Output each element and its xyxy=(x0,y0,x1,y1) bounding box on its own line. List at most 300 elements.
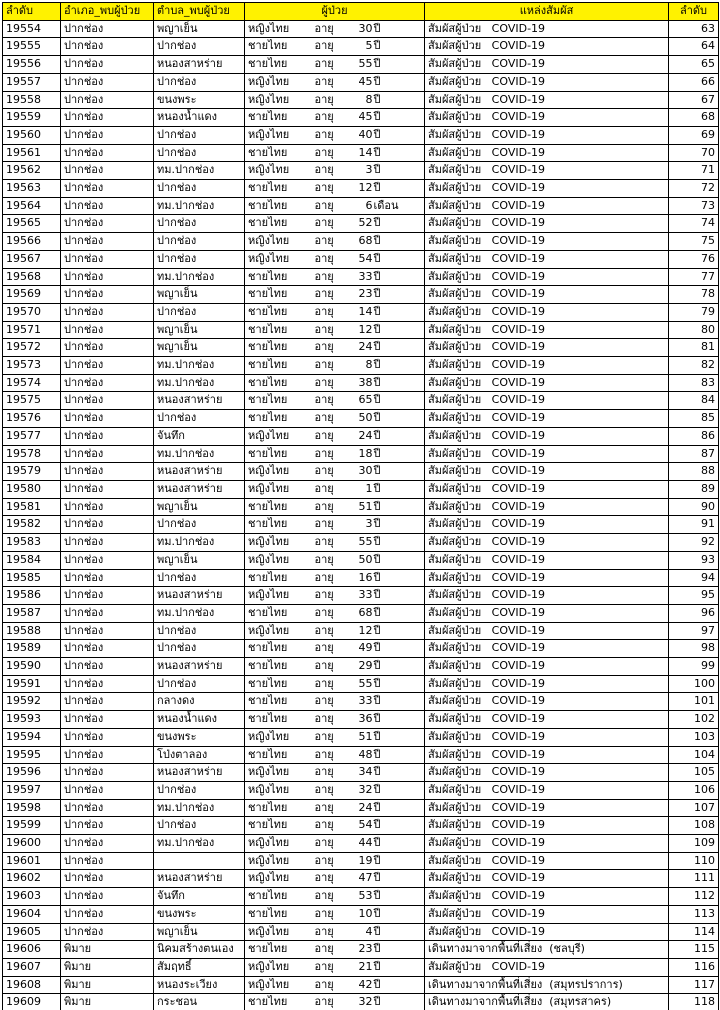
sex-nationality-cell: ชายไทย xyxy=(245,941,315,959)
sequence-cell: 80 xyxy=(669,321,719,339)
exposure-source-cell: สัมผัสผู้ป่วย COVID-19 xyxy=(425,764,669,782)
exposure-source-cell: สัมผัสผู้ป่วย COVID-19 xyxy=(425,445,669,463)
exposure-source-cell: สัมผัสผู้ป่วย COVID-19 xyxy=(425,73,669,91)
header-source: แหล่งสัมผัส xyxy=(425,3,669,21)
age-value: 12 xyxy=(358,623,373,637)
table-row xyxy=(3,604,719,622)
case-id-cell: 19602 xyxy=(3,870,61,888)
age-label: อายุ xyxy=(314,517,334,531)
sex-nationality-cell: หญิงไทย xyxy=(245,126,315,144)
subdistrict-cell: ปากช่อง xyxy=(154,410,245,428)
district-cell: ปากช่อง xyxy=(61,392,154,410)
sequence-cell: 68 xyxy=(669,109,719,127)
sex-nationality-cell: หญิงไทย xyxy=(245,587,315,605)
age-value: 10 xyxy=(358,906,373,920)
subdistrict-cell: พญาเย็น xyxy=(154,339,245,357)
age-cell xyxy=(315,286,373,304)
age-label: อายุ xyxy=(314,942,334,956)
age-unit-cell: ปี xyxy=(373,286,425,304)
district-cell: ปากช่อง xyxy=(61,38,154,56)
age-unit-cell: ปี xyxy=(373,480,425,498)
age-value: 32 xyxy=(358,995,373,1009)
age-label: อายุ xyxy=(314,818,334,832)
exposure-source-cell: สัมผัสผู้ป่วย COVID-19 xyxy=(425,463,669,481)
sex-nationality-cell: หญิงไทย xyxy=(245,162,315,180)
age-label: อายุ xyxy=(314,570,334,584)
age-cell xyxy=(315,781,373,799)
age-value: 45 xyxy=(358,74,373,88)
district-cell: ปากช่อง xyxy=(61,799,154,817)
age-cell xyxy=(315,197,373,215)
age-unit-cell: ปี xyxy=(373,392,425,410)
age-cell xyxy=(315,215,373,233)
subdistrict-cell: ขนงพระ xyxy=(154,905,245,923)
age-value: 48 xyxy=(358,747,373,761)
age-unit-cell: ปี xyxy=(373,162,425,180)
case-id-cell: 19605 xyxy=(3,923,61,941)
age-unit-cell: ปี xyxy=(373,180,425,198)
age-cell xyxy=(315,109,373,127)
sequence-cell: 93 xyxy=(669,551,719,569)
age-cell xyxy=(315,20,373,38)
age-value: 24 xyxy=(358,428,373,442)
table-row xyxy=(3,445,719,463)
subdistrict-cell: ปากช่อง xyxy=(154,781,245,799)
sequence-cell: 69 xyxy=(669,126,719,144)
age-cell xyxy=(315,463,373,481)
age-unit-cell: ปี xyxy=(373,852,425,870)
district-cell: ปากช่อง xyxy=(61,534,154,552)
age-value: 14 xyxy=(358,145,373,159)
subdistrict-cell: หนองสาหร่าย xyxy=(154,764,245,782)
subdistrict-cell: ทม.ปากช่อง xyxy=(154,357,245,375)
sex-nationality-cell: ชายไทย xyxy=(245,905,315,923)
age-cell xyxy=(315,604,373,622)
subdistrict-cell: ขนงพระ xyxy=(154,91,245,109)
sequence-cell: 115 xyxy=(669,941,719,959)
sequence-cell: 107 xyxy=(669,799,719,817)
sex-nationality-cell: ชายไทย xyxy=(245,339,315,357)
age-value: 51 xyxy=(358,729,373,743)
sex-nationality-cell: ชายไทย xyxy=(245,215,315,233)
subdistrict-cell: ทม.ปากช่อง xyxy=(154,197,245,215)
district-cell: ปากช่อง xyxy=(61,339,154,357)
sex-nationality-cell: ชายไทย xyxy=(245,604,315,622)
subdistrict-cell: ปากช่อง xyxy=(154,516,245,534)
sequence-cell: 77 xyxy=(669,268,719,286)
sequence-cell: 99 xyxy=(669,658,719,676)
district-cell: ปากช่อง xyxy=(61,144,154,162)
subdistrict-cell: ปากช่อง xyxy=(154,817,245,835)
case-id-cell: 19565 xyxy=(3,215,61,233)
age-label: อายุ xyxy=(314,216,334,230)
subdistrict-cell: กระชอน xyxy=(154,994,245,1010)
sequence-cell: 112 xyxy=(669,888,719,906)
exposure-source-cell: สัมผัสผู้ป่วย COVID-19 xyxy=(425,357,669,375)
table-row xyxy=(3,941,719,959)
exposure-source-cell: สัมผัสผู้ป่วย COVID-19 xyxy=(425,180,669,198)
table-row xyxy=(3,73,719,91)
age-unit-cell: ปี xyxy=(373,551,425,569)
sequence-cell: 82 xyxy=(669,357,719,375)
sequence-cell: 74 xyxy=(669,215,719,233)
subdistrict-cell: พญาเย็น xyxy=(154,498,245,516)
age-label: อายุ xyxy=(314,163,334,177)
sequence-cell: 98 xyxy=(669,640,719,658)
sex-nationality-cell: ชายไทย xyxy=(245,711,315,729)
age-label: อายุ xyxy=(314,871,334,885)
age-unit-cell: ปี xyxy=(373,994,425,1010)
age-value: 4 xyxy=(365,924,373,938)
age-label: อายุ xyxy=(314,712,334,726)
sequence-cell: 113 xyxy=(669,905,719,923)
age-value: 34 xyxy=(358,765,373,779)
subdistrict-cell: ปากช่อง xyxy=(154,250,245,268)
sex-nationality-cell: หญิงไทย xyxy=(245,781,315,799)
age-cell xyxy=(315,693,373,711)
sequence-cell: 89 xyxy=(669,480,719,498)
district-cell: พิมาย xyxy=(61,941,154,959)
age-label: อายุ xyxy=(314,605,334,619)
subdistrict-cell: ปากช่อง xyxy=(154,675,245,693)
age-label: อายุ xyxy=(314,623,334,637)
case-id-cell: 19593 xyxy=(3,711,61,729)
sequence-cell: 73 xyxy=(669,197,719,215)
district-cell: ปากช่อง xyxy=(61,357,154,375)
subdistrict-cell: หนองสาหร่าย xyxy=(154,870,245,888)
sex-nationality-cell: หญิงไทย xyxy=(245,20,315,38)
header-subdistrict: ตำบล_พบผู้ป่วย xyxy=(154,3,245,21)
age-value: 33 xyxy=(358,269,373,283)
sequence-cell: 116 xyxy=(669,958,719,976)
age-unit-cell: ปี xyxy=(373,587,425,605)
age-value: 5 xyxy=(365,39,373,53)
age-cell xyxy=(315,658,373,676)
sex-nationality-cell: หญิงไทย xyxy=(245,91,315,109)
sequence-cell: 86 xyxy=(669,427,719,445)
age-label: อายุ xyxy=(314,464,334,478)
exposure-source-cell: สัมผัสผู้ป่วย COVID-19 xyxy=(425,427,669,445)
age-cell xyxy=(315,534,373,552)
age-cell xyxy=(315,233,373,251)
exposure-source-cell: สัมผัสผู้ป่วย COVID-19 xyxy=(425,622,669,640)
sex-nationality-cell: หญิงไทย xyxy=(245,480,315,498)
exposure-source-cell: สัมผัสผู้ป่วย COVID-19 xyxy=(425,374,669,392)
subdistrict-cell: ปากช่อง xyxy=(154,144,245,162)
table-row xyxy=(3,374,719,392)
sequence-cell: 88 xyxy=(669,463,719,481)
sequence-cell: 118 xyxy=(669,994,719,1010)
age-value: 68 xyxy=(358,605,373,619)
table-row xyxy=(3,764,719,782)
table-row xyxy=(3,835,719,853)
exposure-source-cell: สัมผัสผู้ป่วย COVID-19 xyxy=(425,233,669,251)
age-unit-cell: ปี xyxy=(373,622,425,640)
case-id-cell: 19600 xyxy=(3,835,61,853)
sex-nationality-cell: ชายไทย xyxy=(245,286,315,304)
table-row xyxy=(3,392,719,410)
case-id-cell: 19589 xyxy=(3,640,61,658)
district-cell: ปากช่อง xyxy=(61,91,154,109)
case-id-cell: 19572 xyxy=(3,339,61,357)
age-label: อายุ xyxy=(314,375,334,389)
age-label: อายุ xyxy=(314,889,334,903)
subdistrict-cell: ทม.ปากช่อง xyxy=(154,162,245,180)
exposure-source-cell: สัมผัสผู้ป่วย COVID-19 xyxy=(425,516,669,534)
age-label: อายุ xyxy=(314,446,334,460)
age-label: อายุ xyxy=(314,181,334,195)
sequence-cell: 87 xyxy=(669,445,719,463)
sex-nationality-cell: ชายไทย xyxy=(245,180,315,198)
sex-nationality-cell: ชายไทย xyxy=(245,144,315,162)
sex-nationality-cell: ชายไทย xyxy=(245,410,315,428)
exposure-source-cell: สัมผัสผู้ป่วย COVID-19 xyxy=(425,640,669,658)
sequence-cell: 65 xyxy=(669,56,719,74)
case-id-cell: 19596 xyxy=(3,764,61,782)
district-cell: ปากช่อง xyxy=(61,569,154,587)
subdistrict-cell: พญาเย็น xyxy=(154,551,245,569)
case-id-cell: 19582 xyxy=(3,516,61,534)
sex-nationality-cell: ชายไทย xyxy=(245,197,315,215)
age-unit-cell: ปี xyxy=(373,604,425,622)
table-header-row xyxy=(3,3,719,21)
exposure-source-cell: สัมผัสผู้ป่วย COVID-19 xyxy=(425,286,669,304)
sequence-cell: 109 xyxy=(669,835,719,853)
age-unit-cell: ปี xyxy=(373,534,425,552)
district-cell: ปากช่อง xyxy=(61,197,154,215)
sequence-cell: 79 xyxy=(669,303,719,321)
age-cell xyxy=(315,516,373,534)
sequence-cell: 108 xyxy=(669,817,719,835)
age-label: อายุ xyxy=(314,304,334,318)
age-value: 40 xyxy=(358,127,373,141)
age-label: อายุ xyxy=(314,641,334,655)
age-value: 65 xyxy=(358,393,373,407)
exposure-source-cell: สัมผัสผู้ป่วย COVID-19 xyxy=(425,551,669,569)
district-cell: ปากช่อง xyxy=(61,480,154,498)
table-row xyxy=(3,976,719,994)
exposure-source-cell: สัมผัสผู้ป่วย COVID-19 xyxy=(425,534,669,552)
age-unit-cell: ปี xyxy=(373,976,425,994)
sequence-cell: 85 xyxy=(669,410,719,428)
case-id-cell: 19559 xyxy=(3,109,61,127)
case-id-cell: 19608 xyxy=(3,976,61,994)
case-id-cell: 19597 xyxy=(3,781,61,799)
district-cell: ปากช่อง xyxy=(61,374,154,392)
age-unit-cell: ปี xyxy=(373,20,425,38)
case-id-cell: 19557 xyxy=(3,73,61,91)
sex-nationality-cell: หญิงไทย xyxy=(245,870,315,888)
exposure-source-cell: สัมผัสผู้ป่วย COVID-19 xyxy=(425,835,669,853)
age-unit-cell: ปี xyxy=(373,569,425,587)
age-cell xyxy=(315,73,373,91)
sequence-cell: 91 xyxy=(669,516,719,534)
exposure-source-cell: สัมผัสผู้ป่วย COVID-19 xyxy=(425,746,669,764)
exposure-source-cell: สัมผัสผู้ป่วย COVID-19 xyxy=(425,498,669,516)
table-row xyxy=(3,180,719,198)
district-cell: ปากช่อง xyxy=(61,427,154,445)
age-label: อายุ xyxy=(314,765,334,779)
subdistrict-cell: ปากช่อง xyxy=(154,233,245,251)
age-unit-cell: ปี xyxy=(373,427,425,445)
case-id-cell: 19576 xyxy=(3,410,61,428)
age-cell xyxy=(315,427,373,445)
age-unit-cell: เดือน xyxy=(373,197,425,215)
case-id-cell: 19558 xyxy=(3,91,61,109)
age-unit-cell: ปี xyxy=(373,658,425,676)
age-cell xyxy=(315,392,373,410)
age-unit-cell: ปี xyxy=(373,941,425,959)
district-cell: ปากช่อง xyxy=(61,109,154,127)
age-value: 30 xyxy=(358,21,373,35)
age-cell xyxy=(315,56,373,74)
district-cell: ปากช่อง xyxy=(61,817,154,835)
age-value: 47 xyxy=(358,871,373,885)
table-row xyxy=(3,817,719,835)
age-unit-cell: ปี xyxy=(373,693,425,711)
age-value: 42 xyxy=(358,977,373,991)
sex-nationality-cell: ชายไทย xyxy=(245,888,315,906)
age-cell xyxy=(315,764,373,782)
age-unit-cell: ปี xyxy=(373,126,425,144)
table-row xyxy=(3,923,719,941)
sequence-cell: 104 xyxy=(669,746,719,764)
age-unit-cell: ปี xyxy=(373,321,425,339)
case-id-cell: 19578 xyxy=(3,445,61,463)
district-cell: ปากช่อง xyxy=(61,20,154,38)
district-cell: ปากช่อง xyxy=(61,675,154,693)
age-label: อายุ xyxy=(314,358,334,372)
sequence-cell: 90 xyxy=(669,498,719,516)
exposure-source-cell: สัมผัสผู้ป่วย COVID-19 xyxy=(425,56,669,74)
table-row xyxy=(3,693,719,711)
sex-nationality-cell: ชายไทย xyxy=(245,799,315,817)
exposure-source-cell: สัมผัสผู้ป่วย COVID-19 xyxy=(425,852,669,870)
table-row xyxy=(3,658,719,676)
subdistrict-cell: ทม.ปากช่อง xyxy=(154,268,245,286)
age-label: อายุ xyxy=(314,269,334,283)
district-cell: ปากช่อง xyxy=(61,498,154,516)
sex-nationality-cell: ชายไทย xyxy=(245,56,315,74)
exposure-source-cell: สัมผัสผู้ป่วย COVID-19 xyxy=(425,587,669,605)
sex-nationality-cell: หญิงไทย xyxy=(245,622,315,640)
sex-nationality-cell: ชายไทย xyxy=(245,303,315,321)
age-value: 45 xyxy=(358,110,373,124)
district-cell: ปากช่อง xyxy=(61,233,154,251)
age-cell xyxy=(315,480,373,498)
case-id-cell: 19567 xyxy=(3,250,61,268)
age-label: อายุ xyxy=(314,127,334,141)
sequence-cell: 100 xyxy=(669,675,719,693)
exposure-source-cell: สัมผัสผู้ป่วย COVID-19 xyxy=(425,888,669,906)
age-cell xyxy=(315,180,373,198)
district-cell: ปากช่อง xyxy=(61,303,154,321)
district-cell: พิมาย xyxy=(61,958,154,976)
district-cell: ปากช่อง xyxy=(61,658,154,676)
subdistrict-cell: หนองสาหร่าย xyxy=(154,480,245,498)
age-unit-cell: ปี xyxy=(373,711,425,729)
exposure-source-cell: สัมผัสผู้ป่วย COVID-19 xyxy=(425,109,669,127)
case-id-cell: 19588 xyxy=(3,622,61,640)
age-unit-cell: ปี xyxy=(373,728,425,746)
table-row xyxy=(3,746,719,764)
age-value: 21 xyxy=(358,959,373,973)
exposure-source-cell: สัมผัสผู้ป่วย COVID-19 xyxy=(425,38,669,56)
age-value: 24 xyxy=(358,800,373,814)
age-unit-cell: ปี xyxy=(373,215,425,233)
exposure-source-cell: สัมผัสผู้ป่วย COVID-19 xyxy=(425,303,669,321)
case-id-cell: 19583 xyxy=(3,534,61,552)
age-cell xyxy=(315,799,373,817)
age-value: 52 xyxy=(358,216,373,230)
age-value: 32 xyxy=(358,782,373,796)
exposure-source-cell: สัมผัสผู้ป่วย COVID-19 xyxy=(425,268,669,286)
age-cell xyxy=(315,976,373,994)
age-cell xyxy=(315,126,373,144)
exposure-source-cell: สัมผัสผู้ป่วย COVID-19 xyxy=(425,91,669,109)
subdistrict-cell: จันทึก xyxy=(154,427,245,445)
exposure-source-cell: สัมผัสผู้ป่วย COVID-19 xyxy=(425,392,669,410)
subdistrict-cell: พญาเย็น xyxy=(154,923,245,941)
district-cell: ปากช่อง xyxy=(61,746,154,764)
district-cell: ปากช่อง xyxy=(61,551,154,569)
sex-nationality-cell: ชายไทย xyxy=(245,109,315,127)
district-cell: ปากช่อง xyxy=(61,711,154,729)
subdistrict-cell: หนองสาหร่าย xyxy=(154,587,245,605)
exposure-source-cell: สัมผัสผู้ป่วย COVID-19 xyxy=(425,339,669,357)
district-cell: ปากช่อง xyxy=(61,445,154,463)
sex-nationality-cell: หญิงไทย xyxy=(245,852,315,870)
sequence-cell: 66 xyxy=(669,73,719,91)
table-row xyxy=(3,870,719,888)
district-cell: พิมาย xyxy=(61,976,154,994)
age-label: อายุ xyxy=(314,393,334,407)
sequence-cell: 105 xyxy=(669,764,719,782)
district-cell: ปากช่อง xyxy=(61,622,154,640)
age-cell xyxy=(315,817,373,835)
subdistrict-cell: สัมฤทธิ์ xyxy=(154,958,245,976)
age-unit-cell: ปี xyxy=(373,144,425,162)
case-id-cell: 19579 xyxy=(3,463,61,481)
district-cell: ปากช่อง xyxy=(61,870,154,888)
age-unit-cell: ปี xyxy=(373,339,425,357)
age-cell xyxy=(315,303,373,321)
age-label: อายุ xyxy=(314,74,334,88)
subdistrict-cell: ทม.ปากช่อง xyxy=(154,534,245,552)
exposure-source-cell: สัมผัสผู้ป่วย COVID-19 xyxy=(425,693,669,711)
age-label: อายุ xyxy=(314,428,334,442)
age-value: 8 xyxy=(365,358,373,372)
age-label: อายุ xyxy=(314,836,334,850)
district-cell: ปากช่อง xyxy=(61,410,154,428)
district-cell: ปากช่อง xyxy=(61,852,154,870)
age-label: อายุ xyxy=(314,234,334,248)
exposure-source-cell: สัมผัสผู้ป่วย COVID-19 xyxy=(425,870,669,888)
sex-nationality-cell: หญิงไทย xyxy=(245,233,315,251)
age-cell xyxy=(315,144,373,162)
age-cell xyxy=(315,569,373,587)
subdistrict-cell: ปากช่อง xyxy=(154,73,245,91)
age-value: 24 xyxy=(358,340,373,354)
table-row xyxy=(3,711,719,729)
case-id-cell: 19575 xyxy=(3,392,61,410)
table-row xyxy=(3,233,719,251)
age-cell xyxy=(315,835,373,853)
age-unit-cell: ปี xyxy=(373,233,425,251)
age-value: 33 xyxy=(358,588,373,602)
subdistrict-cell: นิคมสร้างตนเอง xyxy=(154,941,245,959)
case-id-cell: 19607 xyxy=(3,958,61,976)
